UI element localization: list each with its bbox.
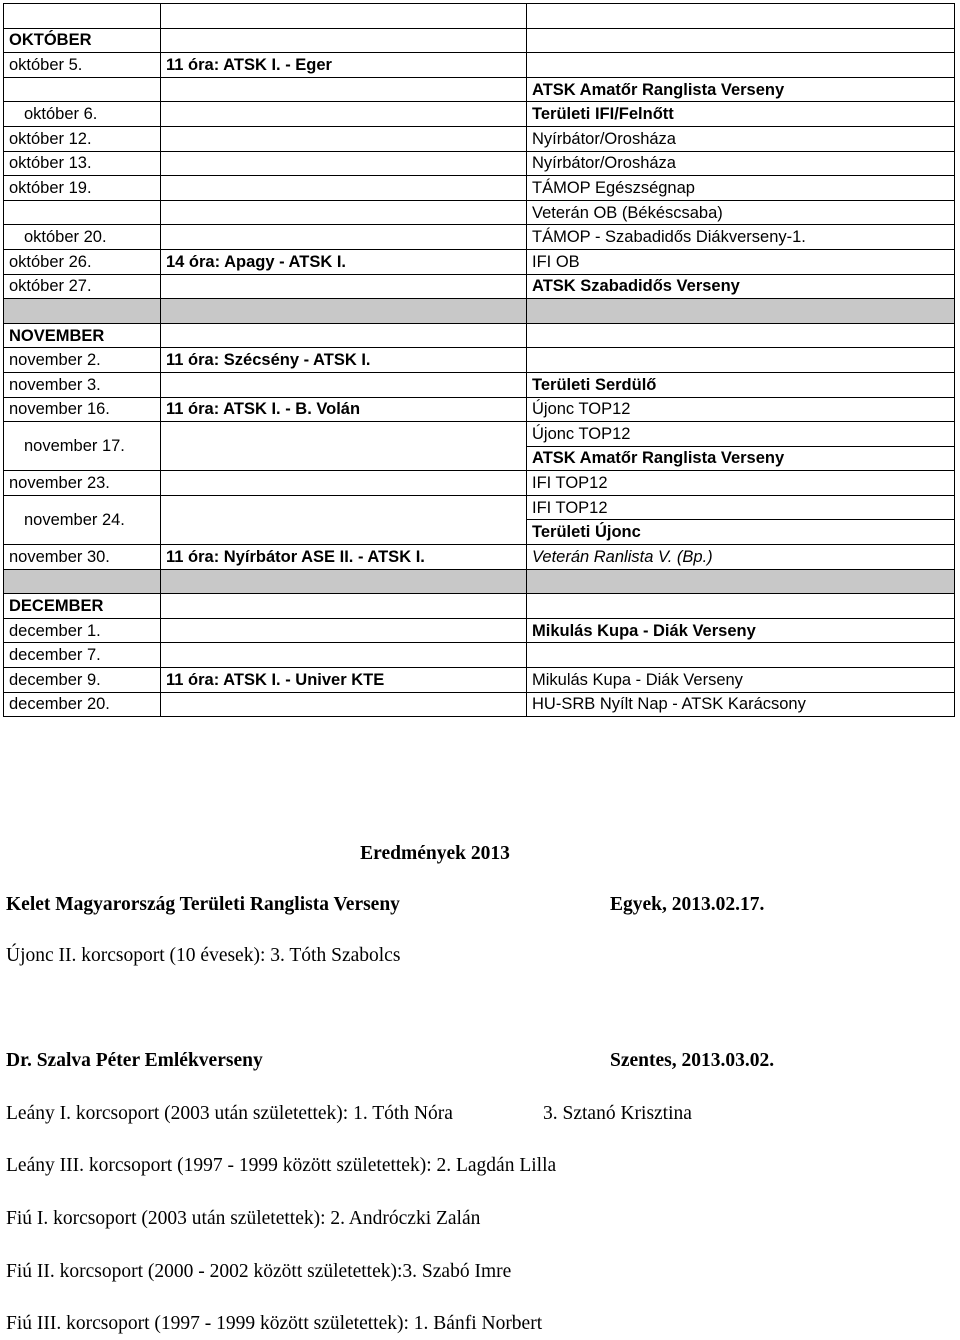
event-cell: IFI OB	[527, 249, 955, 274]
match-cell	[161, 692, 527, 717]
month-title: NOVEMBER	[4, 323, 161, 348]
date-cell: november 3.	[4, 372, 161, 397]
table-row	[4, 545, 955, 570]
match-cell	[161, 200, 527, 225]
match-cell: 11 óra: ATSK I. - Univer KTE	[161, 668, 527, 693]
table-row	[4, 422, 955, 447]
result-line: Leány I. korcsoport (2003 után születettek): 1. Tóth Nóra	[6, 1103, 453, 1124]
match-cell	[161, 618, 527, 643]
date-cell: december 9.	[4, 668, 161, 693]
date-cell: október 19.	[4, 176, 161, 201]
event-cell: IFI TOP12	[527, 495, 955, 520]
match-cell	[161, 176, 527, 201]
match-cell: 14 óra: Apagy - ATSK I.	[161, 249, 527, 274]
table-row	[4, 372, 955, 397]
event-cell: TÁMOP Egészségnap	[527, 176, 955, 201]
event-cell: Nyírbátor/Orosháza	[527, 126, 955, 151]
date-cell: október 26.	[4, 249, 161, 274]
table-row	[4, 151, 955, 176]
table-row	[4, 397, 955, 422]
event-cell: ATSK Szabadidős Verseny	[527, 274, 955, 299]
event-cell	[527, 348, 955, 373]
table-row	[4, 77, 955, 102]
date-cell: október 20.	[4, 225, 161, 250]
event-cell: Mikulás Kupa - Diák Verseny	[527, 618, 955, 643]
competition-place-date: Szentes, 2013.03.02.	[610, 1050, 775, 1071]
match-cell	[161, 102, 527, 127]
date-cell: október 5.	[4, 53, 161, 78]
result-line: Fiú I. korcsoport (2003 után születettek): 2. Andróczki Zalán	[6, 1208, 481, 1229]
event-cell: Újonc TOP12	[527, 422, 955, 447]
month-heading-december	[4, 594, 955, 619]
event-cell: Nyírbátor/Orosháza	[527, 151, 955, 176]
competition-place-date: Egyek, 2013.02.17.	[610, 894, 765, 915]
results-heading: Eredmények 2013	[360, 843, 510, 864]
event-cell: ATSK Amatőr Ranglista Verseny	[527, 77, 955, 102]
match-cell	[161, 372, 527, 397]
event-cell: Területi Serdülő	[527, 372, 955, 397]
event-cell: Mikulás Kupa - Diák Verseny	[527, 668, 955, 693]
result-line: 3. Sztanó Krisztina	[543, 1103, 692, 1124]
event-cell: Újonc TOP12	[527, 397, 955, 422]
match-cell	[161, 77, 527, 102]
match-cell	[161, 422, 527, 471]
date-cell: november 30.	[4, 545, 161, 570]
table-row	[4, 618, 955, 643]
table-row	[4, 102, 955, 127]
event-cell: Területi IFI/Felnőtt	[527, 102, 955, 127]
result-line: Újonc II. korcsoport (10 évesek): 3. Tóth Szabolcs	[6, 945, 401, 966]
match-cell: 11 óra: Szécsény - ATSK I.	[161, 348, 527, 373]
result-line: Fiú II. korcsoport (2000 - 2002 között születettek):3. Szabó Imre	[6, 1261, 512, 1282]
match-cell	[161, 274, 527, 299]
event-cell: TÁMOP - Szabadidős Diákverseny-1.	[527, 225, 955, 250]
date-cell: október 13.	[4, 151, 161, 176]
match-cell	[161, 471, 527, 496]
table-row	[4, 471, 955, 496]
match-cell	[161, 225, 527, 250]
match-cell: 11 óra: ATSK I. - Eger	[161, 53, 527, 78]
date-cell: október 6.	[4, 102, 161, 127]
date-cell	[4, 77, 161, 102]
event-cell	[527, 53, 955, 78]
event-cell: HU-SRB Nyílt Nap - ATSK Karácsony	[527, 692, 955, 717]
date-cell: november 2.	[4, 348, 161, 373]
event-cell: Veterán OB (Békéscsaba)	[527, 200, 955, 225]
schedule-table	[3, 3, 955, 717]
competition-name: Dr. Szalva Péter Emlékverseny	[6, 1050, 263, 1071]
match-cell	[161, 126, 527, 151]
table-row	[4, 348, 955, 373]
table-row	[4, 176, 955, 201]
table-row	[4, 692, 955, 717]
match-cell: 11 óra: ATSK I. - B. Volán	[161, 397, 527, 422]
result-line: Fiú III. korcsoport (1997 - 1999 között születettek): 1. Bánfi Norbert	[6, 1313, 543, 1334]
event-cell	[527, 643, 955, 668]
date-cell: október 27.	[4, 274, 161, 299]
table-row	[4, 200, 955, 225]
event-cell: IFI TOP12	[527, 471, 955, 496]
table-row	[4, 495, 955, 520]
result-line: Leány III. korcsoport (1997 - 1999 között születettek): 2. Lagdán Lilla	[6, 1155, 557, 1176]
event-cell: Területi Újonc	[527, 520, 955, 545]
date-cell: december 20.	[4, 692, 161, 717]
date-cell: november 24.	[4, 495, 161, 544]
table-row	[4, 274, 955, 299]
event-cell: Veterán Ranlista V. (Bp.)	[527, 545, 955, 570]
separator-row	[4, 299, 955, 324]
event-cell: ATSK Amatőr Ranglista Verseny	[527, 446, 955, 471]
month-title: OKTÓBER	[4, 28, 161, 53]
month-heading-november	[4, 323, 955, 348]
month-title: DECEMBER	[4, 594, 161, 619]
header-blank-row	[4, 4, 955, 29]
table-row	[4, 53, 955, 78]
date-cell: november 16.	[4, 397, 161, 422]
date-cell: december 7.	[4, 643, 161, 668]
table-row	[4, 643, 955, 668]
match-cell	[161, 151, 527, 176]
match-cell	[161, 643, 527, 668]
table-row	[4, 249, 955, 274]
date-cell: november 23.	[4, 471, 161, 496]
date-cell	[4, 200, 161, 225]
table-row	[4, 126, 955, 151]
date-cell: október 12.	[4, 126, 161, 151]
date-cell: december 1.	[4, 618, 161, 643]
date-cell: november 17.	[4, 422, 161, 471]
competition-name: Kelet Magyarország Területi Ranglista Verseny	[6, 894, 400, 915]
table-row	[4, 668, 955, 693]
match-cell: 11 óra: Nyírbátor ASE II. - ATSK I.	[161, 545, 527, 570]
match-cell	[161, 495, 527, 544]
table-row	[4, 225, 955, 250]
separator-row	[4, 569, 955, 594]
month-heading-october	[4, 28, 955, 53]
